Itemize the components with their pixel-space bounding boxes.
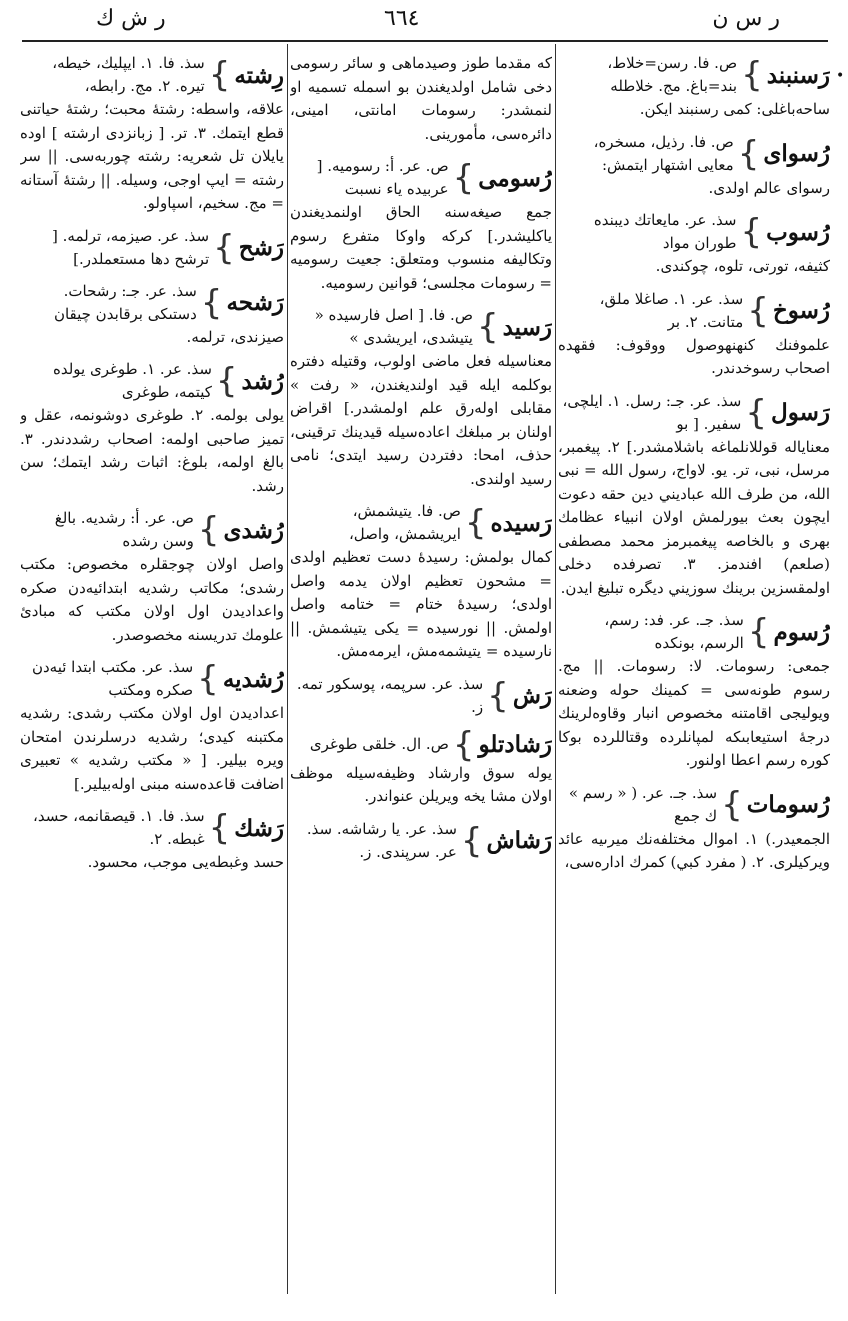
- entry-head: [20, 280, 284, 326]
- definition-head: سذ. عر. سرپمه، پوسكور تمه. ز.: [296, 674, 484, 716]
- brace-mark: }: [745, 392, 768, 433]
- headword: رَش: [512, 682, 552, 709]
- headword: رَسنبند: [766, 61, 830, 89]
- dictionary-entry: [20, 52, 284, 216]
- definition-head: سذ. فا. ١. ايپليك، خيطه، تيره. ٢. مج. رابطه،: [52, 54, 205, 95]
- entry-head: [558, 609, 830, 655]
- headword: رَشح: [238, 234, 284, 261]
- column-left: [20, 52, 284, 1302]
- entry-head: [20, 507, 284, 553]
- entry-head: [558, 782, 830, 828]
- entry-head: [290, 155, 552, 201]
- definition-body: معناسيله فعل ماضى اولوب، وقتيله دفتره بوكلمه ايله قيد اولنديغندن، « رفت » مقابلى اولەرق علم اولمشدر.] اقراض اولنان بر مبلغك اعادەسيله قيدينك ترقينى، حذف، امحا: دفتردن رسيد ايتدى؛ نامى رسيد اولندى.: [290, 352, 552, 488]
- dictionary-entry: [558, 390, 830, 601]
- definition-body: ساحەباغلى: كمى رسنبند ايكن.: [639, 100, 830, 118]
- dictionary-entry: [558, 131, 830, 201]
- dictionary-entry: [558, 782, 830, 875]
- column-divider: [287, 44, 288, 1294]
- dictionary-entry: [290, 500, 552, 664]
- headword: رُسواى: [763, 140, 830, 167]
- definition-head: سذ. جـ. عر. فد: رسم، الرسم، بونكده: [604, 611, 744, 652]
- headword: رَسيدە: [490, 509, 552, 537]
- headword: رُشدى: [223, 516, 284, 544]
- definition-body: كثيفه، تورتى، تلوه، چوكندى.: [655, 257, 830, 275]
- entry-head: [20, 656, 284, 702]
- headword: رَشادتلو: [478, 731, 552, 758]
- dictionary-entry: [290, 155, 552, 295]
- definition-head: ص. فا. رسن=خلاط، بند=باغ. مج. خلاطلە: [607, 54, 738, 95]
- headword: رِشته: [234, 61, 284, 89]
- entry-head: [558, 131, 830, 177]
- definition-head: سذ. عر. جـ: رسل. ١. ايلچى، سفير. [ بو: [562, 391, 742, 433]
- definition-body: الجمعيدر.) ١. اموال مختلفەنك ميرىيه عائد ويركيلرى. ٢. ( مفرد كبي) كمرك ادارەسى،: [558, 829, 830, 871]
- dictionary-entry: [558, 52, 830, 122]
- entry-head: [20, 805, 284, 851]
- definition-head: ص. ال. خلقى طوغرى: [309, 735, 449, 753]
- definition-body: علاقه، واسطه: رشتۀ محبت؛ رشتۀ حياتنى قطع ايتمك. ٣. تر. [ زبانزدى ارشته ] اوده يايلان تل شعريه: رشته چوربەسى. || سر رشته = ايپ اوجى، وسيله. || رشتۀ آستانه = مج. سخيم، اسپاولو.: [20, 100, 284, 212]
- entry-head: [20, 358, 284, 404]
- headword: رُسوم: [773, 618, 830, 646]
- definition-head: ص. عر. أ: رسوميه. [ عربيده ياء نسبت: [316, 157, 449, 198]
- brace-mark: }: [741, 55, 763, 95]
- page-header: [0, 0, 848, 40]
- brace-mark: }: [747, 612, 770, 652]
- entry-head: [558, 288, 830, 334]
- brace-mark: }: [460, 820, 483, 861]
- margin-mark: •: [836, 68, 845, 84]
- entry-head: [558, 209, 830, 255]
- dictionary-entry: [558, 288, 830, 381]
- brace-mark: }: [213, 227, 235, 268]
- entry-head: [290, 818, 552, 864]
- header-right-guide: ر س ن: [712, 6, 780, 31]
- definition-body: يوله سوق وارشاد وظيفەسيله موظف اولان مشا يخه ويريلن عنواندر.: [290, 763, 552, 805]
- definition-head: سذ. عر. ١. صاغلا ملق، متانت. ٢. بر: [599, 289, 744, 331]
- definition-head: سذ. فا. ١. قيصقانمه، حسد، غبطه. ٢.: [33, 807, 205, 848]
- headword: رُسومى: [478, 164, 552, 192]
- dictionary-entry: [290, 724, 552, 809]
- definition-head: سذ. عر. مايعاتك ديبنده طوران مواد: [593, 211, 737, 252]
- definition-body: اعداديدن اول اولان مكتب رشدى: رشديه مكتبنه كيدى؛ رشديه درسلرندن امتحان ويره بيلير. [ « مكتب رشديه » تعبيرى اضافت قاعدەسنه مبنى اولەبيلير.]: [20, 704, 284, 793]
- headword: رَسول: [771, 399, 830, 426]
- definition-body: كمال بولمش: رسيدۀ دست تعظيم اولدى = مشحون تعظيم اولان يدمه واصل اولدى؛ رسيدۀ ختام = ختامه واصل اولمش. || نورسيده = يكى يتيشمش. || نارسيده = يتيشمەمش، ايرمەمش.: [290, 548, 552, 660]
- definition-body: جمع صيغەسنه الحاق اولنمديغندن ياكليشدر.] كركه واوكا متفرع رسوم وتكاليفه منسوب ومتعلق: جعيت رسوميه = رسومات مجلسى؛ قوانين رسوميه.: [290, 203, 552, 292]
- brace-mark: }: [452, 158, 475, 198]
- column-right: [558, 52, 830, 1302]
- entry-head: [20, 225, 284, 271]
- definition-body: كه مقدما طوز وصيدماهى و سائر رسومى دخى شامل اولديغندن بو اسمله تسميه او لنمشدر: رسومات امانتى، امينى، دائرەسى، مأمورينى.: [290, 54, 552, 143]
- definition-body: يولى بولمه. ٢. طوغرى دوشونمه، عقل و تميز صاحبى اولمه: اصحاب رشددندر. ٣. بالغ اولمه، بلوغ: اثبات رشد ايتمك؛ سن رشد.: [20, 406, 284, 495]
- entry-head: [20, 52, 284, 98]
- definition-head: سذ. عر. مكتب ابتدا ئيەدن صكره ومكتب: [31, 658, 194, 699]
- dictionary-entry: [20, 805, 284, 875]
- brace-mark: }: [476, 307, 499, 347]
- dictionary-entry: [20, 507, 284, 647]
- headword: رُسومات: [746, 791, 830, 818]
- definition-head: ص. عر. أ: رشديه. بالغ وسن رشده: [54, 509, 194, 550]
- entry-head: [558, 390, 830, 436]
- dictionary-entry: [290, 52, 552, 146]
- definition-body: واصل اولان چوجقلره مخصوص: مكتب رشدى؛ مكاتب رشديه ابتدائيەدن صكره واعداديدن اول اولان مكتب كه مبادئ علومك تدريسنه مخصوصدر.: [20, 555, 284, 644]
- brace-mark: }: [740, 212, 763, 252]
- definition-body: رسواى عالم اولدى.: [708, 178, 830, 197]
- brace-mark: }: [208, 808, 231, 848]
- column-divider: [555, 44, 556, 1294]
- definition-head: سذ. عر. يا رشاشه. سذ. عر. سرپندى. ز.: [306, 819, 457, 861]
- brace-mark: }: [197, 510, 220, 550]
- brace-mark: }: [464, 503, 487, 543]
- dictionary-entry: [558, 209, 830, 279]
- dictionary-entry: [290, 673, 552, 719]
- dictionary-entry: [20, 225, 284, 271]
- entry-head: [290, 500, 552, 546]
- brace-mark: }: [737, 133, 760, 174]
- definition-body: صيزندى، ترلمه.: [186, 327, 284, 346]
- headword: رَشك: [234, 814, 284, 842]
- brace-mark: }: [197, 659, 219, 699]
- entry-head: [290, 673, 552, 719]
- definition-body: جمعى: رسومات. لا: رسومات. || مج. رسوم طونەسى = كمينك حولە وضعنە ويوليجى اقامتنە مخصوص انبار وقاوەلرينك درجۀ استيعابىكە لمپانلردە وقتاللردە بوكا كورە رسم اعطا اولنور.: [558, 657, 830, 769]
- headword: رُسوخ: [772, 297, 830, 324]
- entry-head: [290, 724, 552, 765]
- brace-mark: }: [200, 282, 223, 323]
- brace-mark: }: [721, 784, 743, 825]
- header-rule: [22, 40, 828, 42]
- column-middle: [290, 52, 552, 1302]
- brace-mark: }: [487, 675, 509, 716]
- brace-mark: }: [747, 290, 769, 331]
- definition-body: حسد وغبطەيى موجب، محسود.: [87, 853, 284, 871]
- definition-head: سذ. جـ. عر. ( « رسم » ك جمع: [568, 783, 718, 825]
- dictionary-entry: [290, 304, 552, 491]
- headword: رَسيد: [502, 313, 552, 341]
- header-left-guide: ر ش ك: [96, 6, 166, 31]
- definition-head: ص. فا. [ اصل فارسيده « يتيشدى، ايريشدى »: [314, 306, 473, 347]
- definition-head: سذ. عر. صيزمه، ترلمه. [ ترشح دها مستعملدر.]: [52, 226, 210, 268]
- dictionary-entry: [20, 280, 284, 350]
- definition-head: ص. فا. رذيل، مسخره، معايى اشتهار ايتمش:: [593, 132, 734, 174]
- headword: رُشديه: [222, 665, 284, 693]
- page-number: ٦٦٤: [384, 6, 420, 31]
- headword: رُسوب: [766, 218, 830, 246]
- definition-head: سذ. عر. ١. طوغرى يولده كيتمه، طوغرى: [53, 360, 212, 401]
- entry-head: [558, 52, 830, 98]
- dictionary-entry: [290, 818, 552, 864]
- entry-head: [290, 304, 552, 350]
- brace-mark: }: [452, 724, 475, 765]
- definition-body: معناياله قوللانلماغه باشلامشدر.] ٢. پيغمبر، مرسل، نبى، تر. يو. لاواج، رسول الله = نبى الله، من طرف الله عباديني دين حقه دعوت ايچون بعث بيورلمش اولان انبياء عظامك بهرى و بالخاصه پيغمبرمز محمد مصطفى (صلعم) افندمز. ٣. تصرفده دخلى اولمقسزين برينك سوزيني ديگره تبليغ ايدن.: [558, 437, 830, 597]
- dictionary-entry: [20, 656, 284, 796]
- headword: رَشاش: [486, 827, 552, 854]
- dictionary-entry: [20, 358, 284, 498]
- definition-body: علموفنك كنهنهوصول ووقوف: فقهده اصحاب رسوخدندر.: [558, 335, 830, 377]
- brace-mark: }: [208, 55, 231, 95]
- brace-mark: }: [215, 361, 238, 401]
- definition-head: ص. فا. يتيشمش، ايريشمش، واصل،: [348, 502, 461, 543]
- definition-head: سذ. عر. جـ: رشحات. دستىكى برقابدن چيقان: [53, 281, 197, 323]
- headword: رَشحه: [226, 289, 284, 316]
- headword: رُشد: [241, 367, 284, 395]
- dictionary-entry: [558, 609, 830, 773]
